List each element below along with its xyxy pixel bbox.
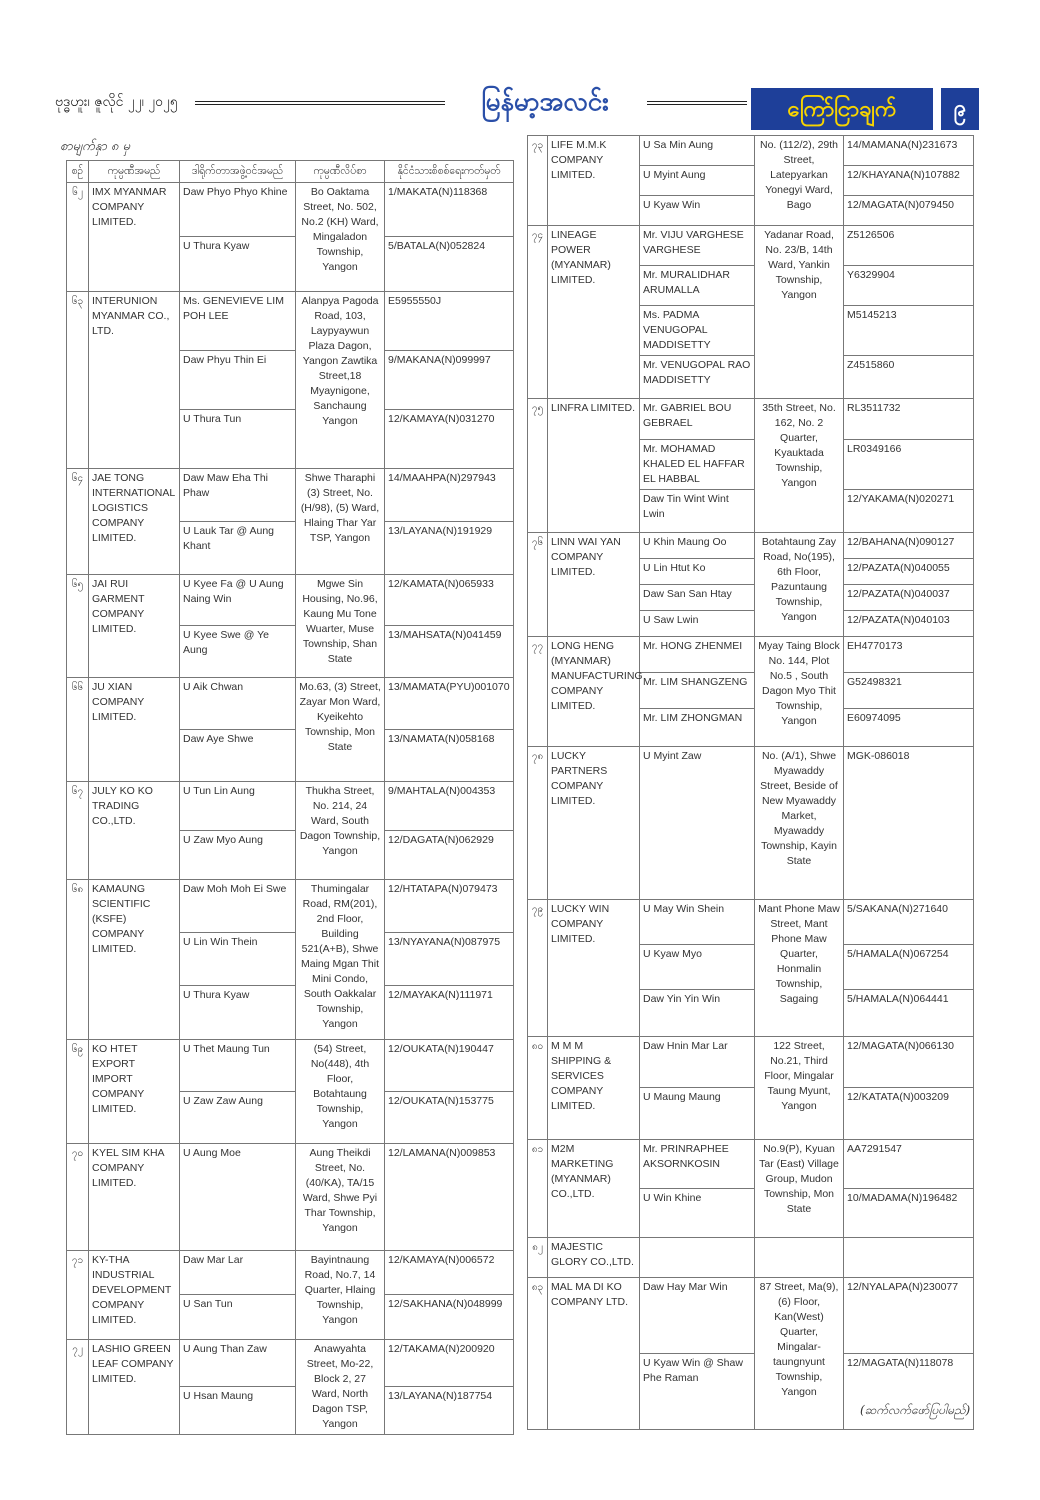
- table-row: [67, 1251, 514, 1295]
- company-address: 122 Street, No.21, Third Floor, Mingalar Taung Myunt, Yangon: [755, 1037, 844, 1140]
- director-name: Ms. PADMA VENUGOPAL MADDISETTY: [640, 306, 755, 356]
- registration-number: 12/SAKHANA(N)048999: [385, 1295, 514, 1340]
- entry-number: ၈၂: [528, 1238, 548, 1278]
- company-name: KY-THA INDUSTRIAL DEVELOPMENT COMPANY LIMITED.: [89, 1251, 180, 1340]
- director-name: U Kyaw Myo: [640, 945, 755, 990]
- company-name: LUCKY PARTNERS COMPANY LIMITED.: [548, 747, 640, 900]
- registration-number: 5/SAKANA(N)271640: [844, 900, 974, 945]
- registration-number: 12/LAMANA(N)009853: [385, 1144, 514, 1251]
- registration-number: 5/BATALA(N)052824: [385, 237, 514, 292]
- registration-number: [844, 1238, 974, 1278]
- entry-number: ၆၅: [67, 575, 89, 678]
- table-row: [67, 575, 514, 626]
- table-row: [528, 533, 974, 559]
- entry-number: ၇၈: [528, 747, 548, 900]
- table-row: [528, 1140, 974, 1189]
- director-name: Mr. LIM ZHONGMAN: [640, 709, 755, 747]
- company-address: Bo Oaktama Street, No. 502, No.2 (KH) Ward, Mingaladon Township, Yangon: [296, 183, 385, 292]
- entry-number: ၇၆: [528, 533, 548, 637]
- col-header-director: ဒါရိုက်တာအဖွဲ့ဝင်အမည်: [180, 161, 296, 183]
- entry-number: ၇၃: [528, 136, 548, 226]
- registration-number: 14/MAAHPA(N)297943: [385, 469, 514, 522]
- entry-number: ၇၂: [67, 1340, 89, 1435]
- director-name: U Zaw Myo Aung: [180, 831, 296, 880]
- company-address: (54) Street, No(448), 4th Floor, Botahtaung Township, Yangon: [296, 1040, 385, 1144]
- director-name: Daw Moh Moh Ei Swe: [180, 880, 296, 933]
- section-label: ကြော်ငြာချက်: [751, 88, 933, 130]
- company-name: JU XIAN COMPANY LIMITED.: [89, 678, 180, 782]
- entry-number: ၈၀: [528, 1037, 548, 1140]
- company-name: INTERUNION MYANMAR CO., LTD.: [89, 292, 180, 469]
- company-address: Aung Theikdi Street, No. (40/KA), TA/15 Ward, Shwe Pyi Thar Township, Yangon: [296, 1144, 385, 1251]
- director-name: U Kyee Swe @ Ye Aung: [180, 626, 296, 678]
- entry-number: ၇၉: [528, 900, 548, 1037]
- director-name: Daw Phyo Phyo Khine: [180, 183, 296, 237]
- entry-number: ၇၇: [528, 637, 548, 747]
- company-address: No. (112/2), 29th Street, Latepyarkan Yonegyi Ward, Bago: [755, 136, 844, 226]
- company-name: MAL MA DI KO COMPANY LTD.: [548, 1278, 640, 1430]
- entry-number: ၆၈: [67, 880, 89, 1040]
- registration-number: 13/MAMATA(PYU)001070: [385, 678, 514, 730]
- registration-number: 13/NYAYANA(N)087975: [385, 933, 514, 986]
- registration-number: M5145213: [844, 306, 974, 356]
- company-name: LIFE M.M.K COMPANY LIMITED.: [548, 136, 640, 226]
- col-header-reg: နိုင်ငံသားစိစစ်ရေးကတ်မှတ်: [385, 161, 514, 183]
- company-address: Mant Phone Maw Street, Mant Phone Maw Quarter, Honmalin Township, Sagaing: [755, 900, 844, 1037]
- entry-number: ၆၃: [67, 292, 89, 469]
- col-header-address: ကုမ္ပဏီလိပ်စာ: [296, 161, 385, 183]
- director-name: Daw Hnin Mar Lar: [640, 1037, 755, 1088]
- registration-number: 12/NYALAPA(N)230077: [844, 1278, 974, 1354]
- col-header-num: စဉ်: [67, 161, 89, 183]
- director-name: [640, 1238, 755, 1278]
- company-address: Mo.63, (3) Street, Zayar Mon Ward, Kyeikehto Township, Mon State: [296, 678, 385, 782]
- director-name: Mr. MURALIDHAR ARUMALLA: [640, 266, 755, 306]
- company-name: M2M MARKETING (MYANMAR) CO.,LTD.: [548, 1140, 640, 1238]
- registration-number: 14/MAMANA(N)231673: [844, 136, 974, 166]
- company-name: LINN WAI YAN COMPANY LIMITED.: [548, 533, 640, 637]
- table-row: [528, 747, 974, 900]
- registration-number: 12/OUKATA(N)153775: [385, 1092, 514, 1144]
- registration-number: Z5126506: [844, 226, 974, 266]
- registration-number: 13/MAHSATA(N)041459: [385, 626, 514, 678]
- company-name: IMX MYANMAR COMPANY LIMITED.: [89, 183, 180, 292]
- director-name: U Lauk Tar @ Aung Khant: [180, 522, 296, 575]
- registration-number: E5955550J: [385, 292, 514, 351]
- director-name: Mr. MOHAMAD KHALED EL HAFFAR EL HABBAL: [640, 440, 755, 490]
- director-name: Daw Aye Shwe: [180, 730, 296, 782]
- director-name: U Khin Maung Oo: [640, 533, 755, 559]
- registration-number: 12/PAZATA(N)040103: [844, 611, 974, 637]
- director-name: U Aik Chwan: [180, 678, 296, 730]
- registration-number: AA7291547: [844, 1140, 974, 1189]
- director-name: U Thura Kyaw: [180, 986, 296, 1040]
- company-name: LASHIO GREEN LEAF COMPANY LIMITED.: [89, 1340, 180, 1435]
- table-row: [528, 226, 974, 266]
- director-name: Daw Maw Eha Thi Phaw: [180, 469, 296, 522]
- masthead-title: မြန်မာ့အလင်း: [481, 87, 609, 117]
- entry-number: ၆၇: [67, 782, 89, 880]
- entry-number: ၆၂: [67, 183, 89, 292]
- director-name: U Hsan Maung: [180, 1386, 296, 1434]
- registration-number: Y6329904: [844, 266, 974, 306]
- table-row: [67, 678, 514, 730]
- director-name: U Sa Min Aung: [640, 136, 755, 166]
- director-name: U Aung Than Zaw: [180, 1340, 296, 1387]
- table-row: [528, 1238, 974, 1278]
- header-rule-right: [647, 101, 747, 105]
- registration-number: 12/MAGATA(N)118078: [844, 1354, 974, 1430]
- director-name: U Thet Maung Tun: [180, 1040, 296, 1092]
- director-name: U Myint Zaw: [640, 747, 755, 900]
- registration-number: 12/KAMAYA(N)031270: [385, 410, 514, 469]
- registration-number: LR0349166: [844, 440, 974, 490]
- director-name: U Kyaw Win @ Shaw Phe Raman: [640, 1354, 755, 1430]
- director-name: Mr. VIJU VARGHESE VARGHESE: [640, 226, 755, 266]
- company-name: MAJESTIC GLORY CO.,LTD.: [548, 1238, 640, 1278]
- registration-number: 12/KATATA(N)003209: [844, 1088, 974, 1140]
- registration-number: Z4515860: [844, 356, 974, 399]
- company-name: JAI RUI GARMENT COMPANY LIMITED.: [89, 575, 180, 678]
- company-name: LINFRA LIMITED.: [548, 399, 640, 533]
- company-address: Thukha Street, No. 214, 24 Ward, South Dagon Township, Yangon: [296, 782, 385, 880]
- entry-number: ၆၄: [67, 469, 89, 575]
- director-name: U Win Khine: [640, 1189, 755, 1238]
- table-row: [67, 1340, 514, 1387]
- director-name: Daw Phyu Thin Ei: [180, 351, 296, 410]
- company-name: KO HTET EXPORT IMPORT COMPANY LIMITED.: [89, 1040, 180, 1144]
- registration-number: 12/YAKAMA(N)020271: [844, 490, 974, 533]
- entry-number: ၇၄: [528, 226, 548, 399]
- company-address: Alanpya Pagoda Road, 103, Laypyaywun Plaza Dagon, Yangon Zawtika Street,18 Myaynigone, Sanchaung Yangon: [296, 292, 385, 469]
- table-row: [67, 782, 514, 831]
- company-name: LINEAGE POWER (MYANMAR) LIMITED.: [548, 226, 640, 399]
- registration-number: E60974095: [844, 709, 974, 747]
- company-name: JULY KO KO TRADING CO.,LTD.: [89, 782, 180, 880]
- registration-number: 12/HTATAPA(N)079473: [385, 880, 514, 933]
- entry-number: ၇၀: [67, 1144, 89, 1251]
- entry-number: ၇၅: [528, 399, 548, 533]
- registration-number: RL3511732: [844, 399, 974, 440]
- company-address: [755, 1238, 844, 1278]
- entry-number: ၈၁: [528, 1140, 548, 1238]
- entry-number: ၈၃: [528, 1278, 548, 1430]
- company-address: Thumingalar Road, RM(201), 2nd Floor, Building 521(A+B), Shwe Maing Mgan Thit Mini Condo, South Oakkalar Township, Yangon: [296, 880, 385, 1040]
- director-name: Daw Hay Mar Win: [640, 1278, 755, 1354]
- registration-number: 1/MAKATA(N)118368: [385, 183, 514, 237]
- table-body: [528, 136, 974, 1430]
- directory-table-right: [527, 135, 974, 1430]
- table-row: [528, 399, 974, 440]
- company-address: Myay Taing Block No. 144, Plot No.5 , South Dagon Myo Thit Township, Yangon: [755, 637, 844, 747]
- director-name: Daw Tin Wint Wint Lwin: [640, 490, 755, 533]
- registration-number: 12/KAMATA(N)065933: [385, 575, 514, 626]
- registration-number: 13/LAYANA(N)191929: [385, 522, 514, 575]
- director-name: Daw Yin Yin Win: [640, 990, 755, 1037]
- entry-number: ၆၉: [67, 1040, 89, 1144]
- company-address: Mgwe Sin Housing, No.96, Kaung Mu Tone Wuarter, Muse Township, Shan State: [296, 575, 385, 678]
- director-name: U Lin Win Thein: [180, 933, 296, 986]
- table-header-row: [67, 161, 514, 183]
- registration-number: 12/KHAYANA(N)107882: [844, 166, 974, 196]
- director-name: U Lin Htut Ko: [640, 559, 755, 585]
- director-name: U Kyaw Win: [640, 196, 755, 226]
- company-address: Shwe Tharaphi (3) Street, No.(H/98), (5) Ward, Hlaing Thar Yar TSP, Yangon: [296, 469, 385, 575]
- registration-number: 9/MAKANA(N)099997: [385, 351, 514, 410]
- table-row: [528, 900, 974, 945]
- registration-number: 9/MAHTALA(N)004353: [385, 782, 514, 831]
- registration-number: MGK-086018: [844, 747, 974, 900]
- registration-number: 12/KAMAYA(N)006572: [385, 1251, 514, 1295]
- director-name: Daw Mar Lar: [180, 1251, 296, 1295]
- table-row: [67, 1040, 514, 1092]
- table-row: [528, 637, 974, 673]
- registration-number: 5/HAMALA(N)064441: [844, 990, 974, 1037]
- company-name: JAE TONG INTERNATIONAL LOGISTICS COMPANY LIMITED.: [89, 469, 180, 575]
- page-header: [55, 78, 985, 134]
- registration-number: 12/DAGATA(N)062929: [385, 831, 514, 880]
- registration-number: 12/TAKAMA(N)200920: [385, 1340, 514, 1387]
- table-row: [528, 1278, 974, 1354]
- registration-number: 12/MAYAKA(N)111971: [385, 986, 514, 1040]
- director-name: Ms. GENEVIEVE LIM POH LEE: [180, 292, 296, 351]
- header-rule-left: [195, 101, 445, 105]
- director-name: U San Tun: [180, 1295, 296, 1340]
- col-header-company: ကုမ္ပဏီအမည်: [89, 161, 180, 183]
- company-address: 87 Street, Ma(9),(6) Floor, Kan(West) Quarter, Mingalar-taungnyunt Township, Yangon: [755, 1278, 844, 1430]
- director-name: U Myint Aung: [640, 166, 755, 196]
- company-name: LUCKY WIN COMPANY LIMITED.: [548, 900, 640, 1037]
- registration-number: 10/MADAMA(N)196482: [844, 1189, 974, 1238]
- director-name: U Maung Maung: [640, 1088, 755, 1140]
- director-name: U Zaw Zaw Aung: [180, 1092, 296, 1144]
- director-name: Daw San San Htay: [640, 585, 755, 611]
- company-name: KYEL SIM KHA COMPANY LIMITED.: [89, 1144, 180, 1251]
- entry-number: ၇၁: [67, 1251, 89, 1340]
- company-address: Botahtaung Zay Road, No(195), 6th Floor, Pazuntaung Township, Yangon: [755, 533, 844, 637]
- registration-number: 12/PAZATA(N)040037: [844, 585, 974, 611]
- table-row: [67, 292, 514, 351]
- table-row: [67, 1144, 514, 1251]
- registration-number: 13/LAYANA(N)187754: [385, 1386, 514, 1434]
- director-name: Mr. LIM SHANGZENG: [640, 673, 755, 709]
- registration-number: 12/MAGATA(N)079450: [844, 196, 974, 226]
- table-row: [67, 469, 514, 522]
- continued-from: စာမျက်နှာ ၈ မှ: [60, 139, 131, 154]
- registration-number: 5/HAMALA(N)067254: [844, 945, 974, 990]
- entry-number: ၆၆: [67, 678, 89, 782]
- company-address: Anawyahta Street, Mo-22, Block 2, 27 Ward, North Dagon TSP, Yangon: [296, 1340, 385, 1435]
- table-row: [67, 183, 514, 237]
- registration-number: G52498321: [844, 673, 974, 709]
- company-name: LONG HENG (MYANMAR) MANUFACTURING COMPANY LIMITED.: [548, 637, 640, 747]
- directory-table-left: [66, 160, 514, 1435]
- registration-number: 12/BAHANA(N)090127: [844, 533, 974, 559]
- page-number: ၉: [941, 88, 979, 130]
- company-address: Yadanar Road, No. 23/B, 14th Ward, Yankin Township, Yangon: [755, 226, 844, 399]
- director-name: U May Win Shein: [640, 900, 755, 945]
- registration-number: 12/OUKATA(N)190447: [385, 1040, 514, 1092]
- company-address: 35th Street, No. 162, No. 2 Quarter, Kyauktada Township, Yangon: [755, 399, 844, 533]
- table-row: [67, 880, 514, 933]
- director-name: Mr. VENUGOPAL RAO MADDISETTY: [640, 356, 755, 399]
- director-name: Mr. PRINRAPHEE AKSORNKOSIN: [640, 1140, 755, 1189]
- registration-number: EH4770173: [844, 637, 974, 673]
- company-address: No.9(P), Kyuan Tar (East) Village Group, Mudon Township, Mon State: [755, 1140, 844, 1238]
- table-row: [528, 1037, 974, 1088]
- director-name: U Thura Kyaw: [180, 237, 296, 292]
- director-name: U Saw Lwin: [640, 611, 755, 637]
- company-address: No. (A/1), Shwe Myawaddy Street, Beside of New Myawaddy Market, Myawaddy Township, Kayin State: [755, 747, 844, 900]
- director-name: Mr. GABRIEL BOU GEBRAEL: [640, 399, 755, 440]
- company-address: Bayintnaung Road, No.7, 14 Quarter, Hlaing Township, Yangon: [296, 1251, 385, 1340]
- continued-note: (ဆက်လက်ဖော်ပြပါမည်): [860, 1403, 971, 1417]
- table-row: [528, 136, 974, 166]
- table-body: [67, 183, 514, 1435]
- director-name: U Thura Tun: [180, 410, 296, 469]
- company-name: M M M SHIPPING & SERVICES COMPANY LIMITED.: [548, 1037, 640, 1140]
- director-name: U Aung Moe: [180, 1144, 296, 1251]
- director-name: U Tun Lin Aung: [180, 782, 296, 831]
- company-name: KAMAUNG SCIENTIFIC (KSFE) COMPANY LIMITED.: [89, 880, 180, 1040]
- registration-number: 13/NAMATA(N)058168: [385, 730, 514, 782]
- registration-number: 12/PAZATA(N)040055: [844, 559, 974, 585]
- issue-date: ဗုဒ္ဓဟူး၊ ဇူလိုင် ၂၂၊ ၂၀၂၅: [55, 94, 178, 110]
- director-name: Mr. HONG ZHENMEI: [640, 637, 755, 673]
- director-name: U Kyee Fa @ U Aung Naing Win: [180, 575, 296, 626]
- registration-number: 12/MAGATA(N)066130: [844, 1037, 974, 1088]
